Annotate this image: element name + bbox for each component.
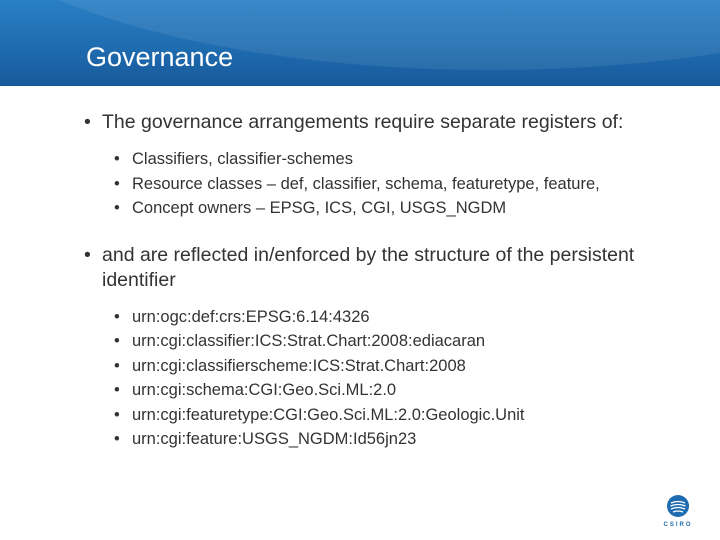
bullet-icon: • (114, 356, 120, 375)
csiro-logo-text: CSIRO (663, 522, 693, 528)
csiro-logo (662, 494, 694, 534)
sub-list-2 (114, 305, 684, 452)
slide-title: Governance (86, 42, 234, 72)
sub-item-text: urn:cgi:classifierscheme:ICS:Strat.Chart:2008 (132, 356, 466, 375)
slide-body (84, 110, 684, 452)
bullet-icon: • (114, 174, 120, 193)
sub-item-text: Resource classes – def, classifier, schema, featuretype, feature, (132, 174, 600, 193)
bullet-icon: • (84, 111, 91, 133)
sub-item-text: Classifiers, classifier-schemes (132, 150, 353, 168)
sub-item (114, 196, 684, 221)
sub-item-text: Concept owners – EPSG, ICS, CGI, USGS_NGDM (132, 199, 507, 217)
bullet-icon: • (84, 243, 91, 266)
bullet-icon: • (114, 381, 120, 399)
bullet-text: The governance arrangements require separate registers of: (102, 111, 624, 133)
bullet-point-2 (84, 243, 684, 293)
sub-item (114, 329, 684, 354)
csiro-logo-icon (666, 494, 690, 518)
bullet-icon: • (114, 307, 120, 326)
sub-item (114, 403, 684, 428)
sub-item (114, 172, 684, 197)
bullet-text: and are reflected in/enforced by the structure of the persistent identifier (102, 243, 635, 291)
bullet-icon: • (114, 405, 120, 424)
sub-item-text: urn:cgi:feature:USGS_NGDM:Id56jn23 (132, 430, 417, 448)
bullet-icon: • (114, 150, 120, 168)
sub-item (114, 427, 684, 452)
title-bar (0, 0, 720, 86)
sub-item-text: urn:cgi:classifier:ICS:Strat.Chart:2008:ediacaran (132, 332, 486, 350)
bullet-point-1 (84, 110, 684, 135)
spacer (84, 221, 684, 243)
sub-item (114, 378, 684, 403)
sub-item (114, 305, 684, 330)
sub-item-text: urn:ogc:def:crs:EPSG:6.14:4326 (132, 307, 370, 326)
bullet-icon: • (114, 430, 120, 448)
bullet-icon: • (114, 199, 120, 217)
sub-item (114, 354, 684, 379)
sub-item (114, 147, 684, 172)
sub-item-text: urn:cgi:schema:CGI:Geo.Sci.ML:2.0 (132, 381, 397, 399)
sub-list-1 (114, 147, 684, 221)
bullet-icon: • (114, 332, 120, 350)
sub-item-text: urn:cgi:featuretype:CGI:Geo.Sci.ML:2.0:Geologic.Unit (132, 405, 525, 424)
